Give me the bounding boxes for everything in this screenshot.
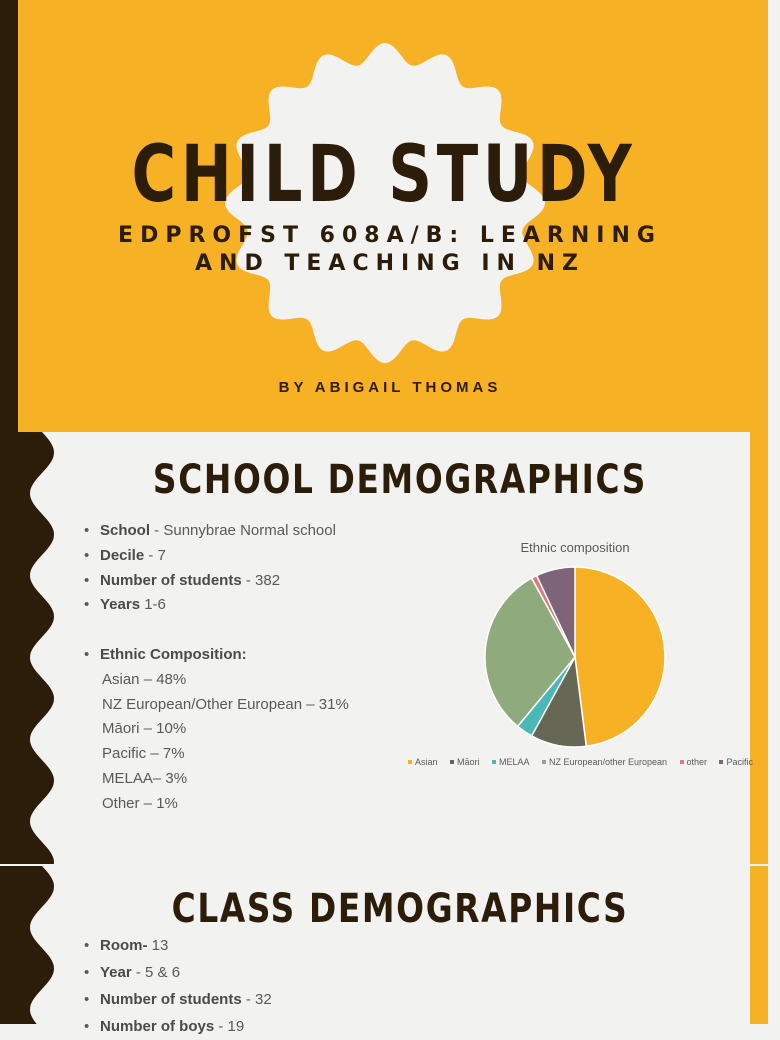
legend-item	[450, 757, 480, 767]
left-accent-bar	[0, 0, 18, 432]
list-item: • Decile - 7	[84, 544, 414, 569]
list-item: • Number of boys - 19	[84, 1013, 414, 1040]
list-item: • Year - 5 & 6	[84, 959, 414, 986]
legend-swatch	[680, 760, 684, 764]
legend-swatch	[450, 760, 454, 764]
legend-item	[492, 757, 530, 767]
class-demographics-slide	[0, 866, 768, 1035]
chart-title: Ethnic composition	[520, 540, 630, 555]
list-item: NZ European/Other European – 31%	[102, 695, 349, 713]
list-item: Pacific – 7%	[102, 745, 185, 763]
left-scallop-border	[0, 866, 60, 1024]
list-item: Other – 1%	[102, 794, 178, 812]
legend-label: other	[686, 757, 708, 767]
legend-swatch	[492, 760, 496, 764]
list-item: Māori – 10%	[102, 720, 187, 738]
legend-swatch	[408, 760, 412, 764]
list-item: • Ethnic Composition:	[84, 643, 414, 668]
page-subtitle: EDPROFST 608A/B: LEARNING AND TEACHING IN NZ	[118, 223, 662, 276]
list-item: • Years 1-6	[84, 593, 414, 618]
right-accent-bar	[750, 432, 768, 864]
list-item: • Number of students - 32	[84, 986, 414, 1013]
class-facts-list	[84, 932, 414, 1040]
right-accent-bar	[750, 866, 768, 1024]
list-item: • Room- 13	[84, 932, 414, 959]
list-item: • School - Sunnybrae Normal school	[84, 519, 414, 544]
legend-item	[680, 757, 708, 767]
chart-legend	[408, 757, 753, 767]
school-demographics-slide	[0, 432, 768, 864]
legend-label: Māori	[456, 757, 480, 767]
list-item: • Number of students - 382	[84, 569, 414, 594]
legend-label: Pacific	[726, 757, 753, 767]
author-byline: BY ABIGAIL THOMAS	[278, 379, 502, 396]
legend-item	[542, 757, 667, 767]
title-slide	[0, 0, 768, 432]
list-item: MELAA– 3%	[102, 769, 188, 787]
section-heading: SCHOOL DEMOGRAPHICS	[152, 457, 648, 503]
legend-item	[719, 757, 753, 767]
legend-label: MELAA	[498, 757, 530, 767]
legend-item	[408, 757, 438, 767]
list-spacer	[84, 618, 414, 643]
list-item: Asian – 48%	[102, 670, 187, 688]
legend-swatch	[542, 760, 546, 764]
legend-label: NZ European/other European	[548, 757, 668, 767]
left-scallop-border	[0, 432, 60, 864]
section-heading: CLASS DEMOGRAPHICS	[171, 886, 629, 932]
legend-swatch	[719, 760, 723, 764]
legend-label: Asian	[415, 757, 438, 767]
page-title: CHILD STUDY	[131, 130, 637, 220]
school-facts-list	[84, 519, 414, 817]
